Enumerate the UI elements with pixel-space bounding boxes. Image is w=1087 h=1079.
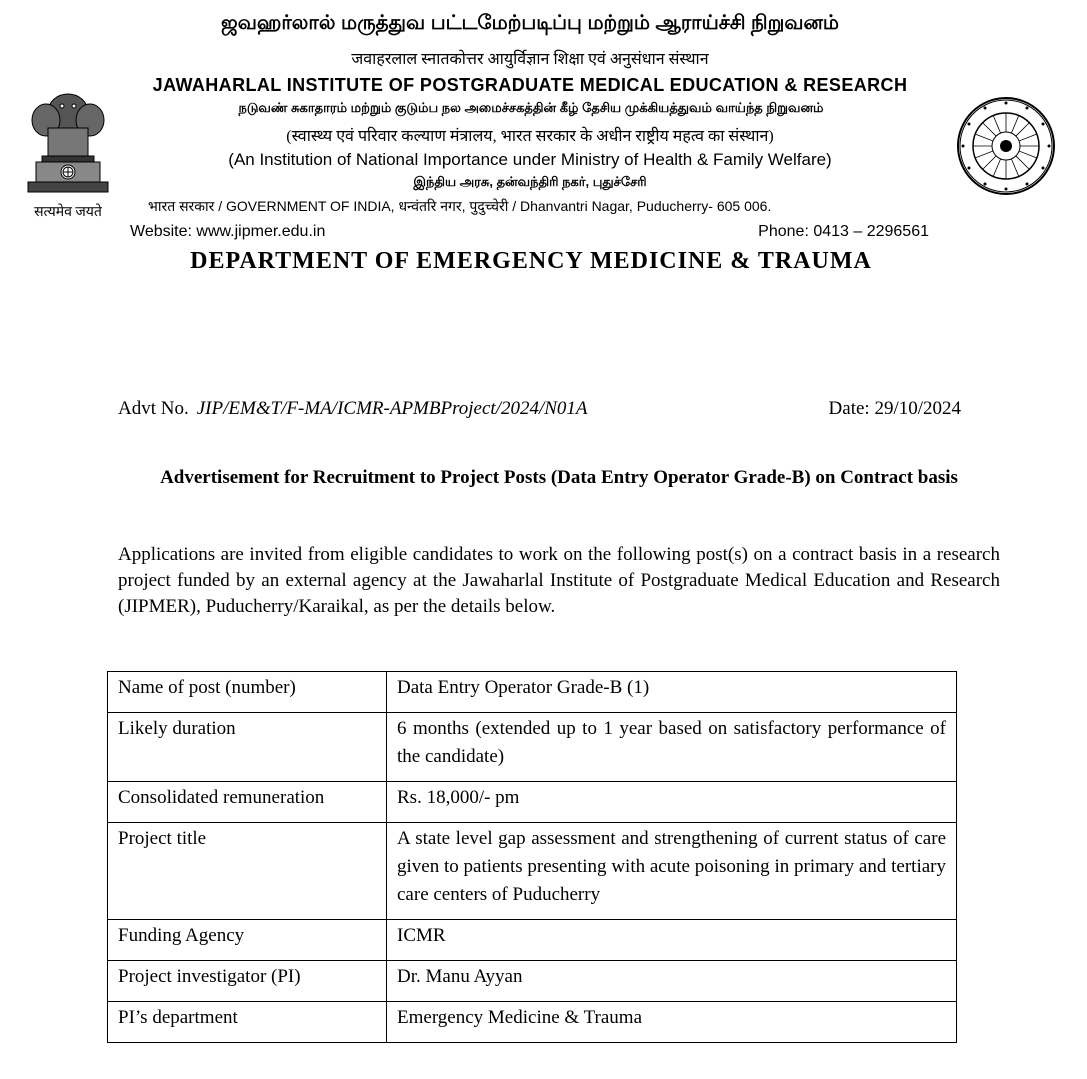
table-row (108, 782, 957, 823)
emblem-motto: सत्यमेव जयते (34, 205, 102, 220)
table-row (108, 1002, 957, 1043)
table-row (108, 713, 957, 782)
national-emblem-icon (18, 82, 118, 202)
advt-date: Date: 29/10/2024 (828, 398, 961, 419)
table-row (108, 823, 957, 920)
row-value: ICMR (387, 920, 957, 961)
row-value: Data Entry Operator Grade-B (1) (387, 672, 957, 713)
advert-heading: Advertisement for Recruitment to Project Posts (Data Entry Operator Grade-B) on Contract basis (160, 467, 958, 488)
advt-number: JIP/EM&T/F-MA/ICMR-APMBProject/2024/N01A (196, 398, 588, 419)
row-value: A state level gap assessment and strengthening of current status of care given to patients presenting with acute poisoning in primary and tertiary care centers of Puducherry (387, 823, 957, 920)
row-value: Emergency Medicine & Trauma (387, 1002, 957, 1043)
government-address-line: भारत सरकार / GOVERNMENT OF INDIA, धन्वंतरि नगर, पुदुच्चेरी / Dhanvantri Nagar, Puducherry- 605 006. (148, 198, 772, 214)
row-value: Rs. 18,000/- pm (387, 782, 957, 823)
table-row (108, 961, 957, 1002)
ministry-line-tamil: நடுவண் சுகாதாரம் மற்றும் குடும்ப நல அமைச்சகத்தின் கீழ் தேசிய முக்கியத்துவம் வாய்ந்த நிறுவனம் (238, 100, 824, 115)
row-label: Consolidated remuneration (108, 782, 387, 823)
ministry-line-english: (An Institution of National Importance under Ministry of Health & Family Welfare) (228, 150, 832, 169)
website-line: Website: www.jipmer.edu.in (130, 223, 326, 240)
department-title: DEPARTMENT OF EMERGENCY MEDICINE & TRAUMA (190, 248, 872, 274)
institute-name-english: JAWAHARLAL INSTITUTE OF POSTGRADUATE MEDICAL EDUCATION & RESEARCH (152, 75, 908, 95)
advert-intro: Applications are invited from eligible candidates to work on the following post(s) on a contract basis in a research project funded by an external agency at the Jawaharlal Institute of Postgraduate Medical Education and Research (JIPMER), Puducherry/Karaikal, as per the details below. (118, 544, 1000, 617)
row-label: Project title (108, 823, 387, 920)
institute-name-tamil: ஜவஹர்லால் மருத்துவ பட்டமேற்படிப்பு மற்றும் ஆராய்ச்சி நிறுவனம் (221, 12, 839, 34)
row-label: Project investigator (PI) (108, 961, 387, 1002)
phone-line: Phone: 0413 – 2296561 (758, 223, 929, 240)
table-row (108, 672, 957, 713)
address-line-tamil: இந்திய அரசு, தன்வந்திரி நகர், புதுச்சேரி (413, 174, 647, 189)
row-value: 6 months (extended up to 1 year based on satisfactory performance of the candidate) (387, 713, 957, 782)
institute-seal-icon (945, 96, 1067, 196)
post-details-table (107, 671, 957, 1043)
advt-number-line (118, 398, 588, 420)
row-label: Name of post (number) (108, 672, 387, 713)
institute-name-hindi: जवाहरलाल स्नातकोत्तर आयुर्विज्ञान शिक्षा एवं अनुसंधान संस्थान (351, 51, 709, 68)
table-row (108, 920, 957, 961)
advt-label: Advt No. (118, 398, 189, 419)
row-value: Dr. Manu Ayyan (387, 961, 957, 1002)
row-label: Funding Agency (108, 920, 387, 961)
ministry-line-hindi: (स्वास्थ्य एवं परिवार कल्याण मंत्रालय, भारत सरकार के अधीन राष्ट्रीय महत्व का संस्थान) (286, 128, 774, 145)
row-label: PI’s department (108, 1002, 387, 1043)
row-label: Likely duration (108, 713, 387, 782)
